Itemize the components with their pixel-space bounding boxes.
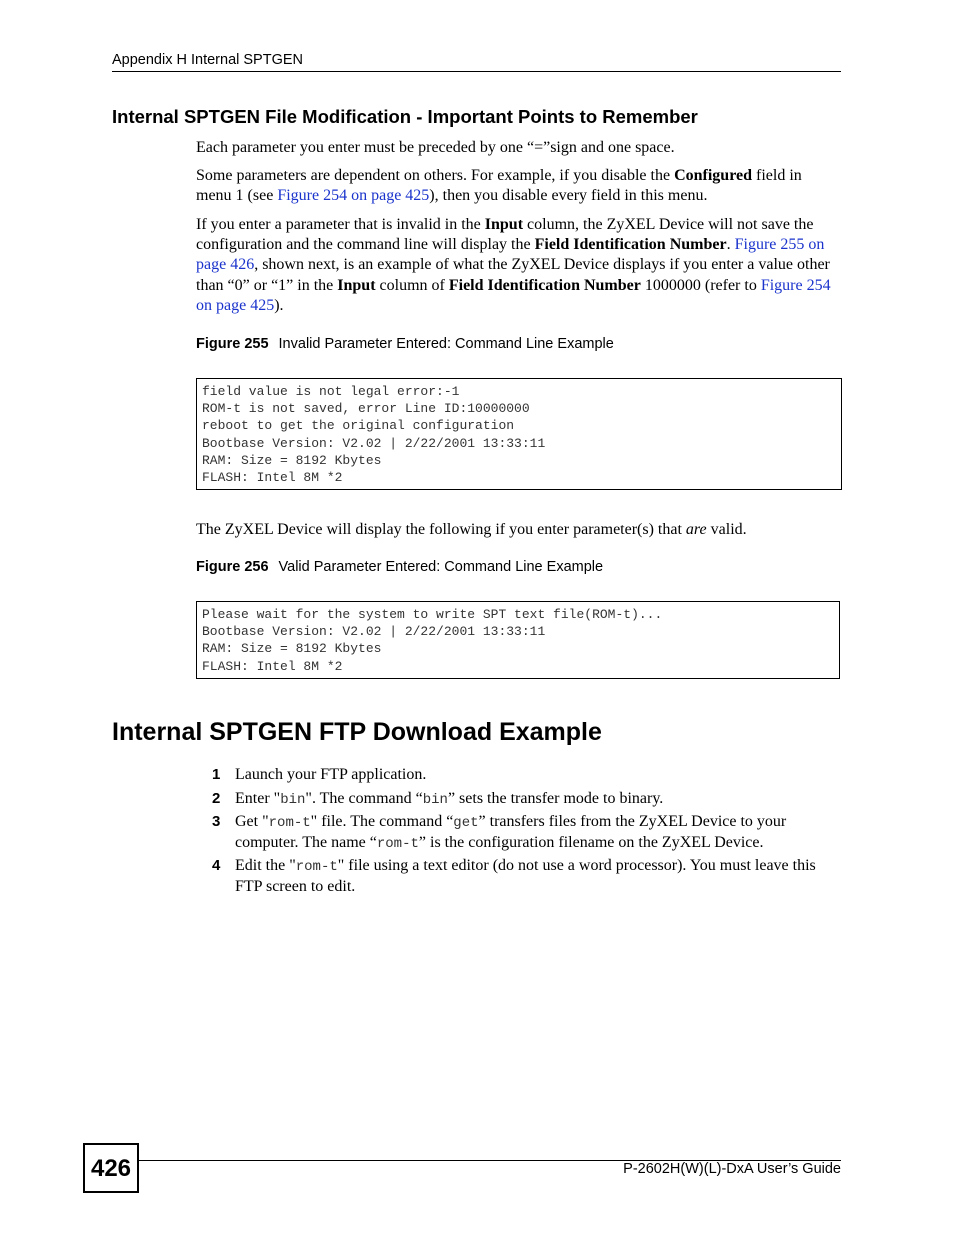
section-heading: Internal SPTGEN File Modification - Important Points to Remember <box>112 106 698 127</box>
code-line: FLASH: Intel 8M *2 <box>202 658 343 674</box>
paragraph-text: column, the ZyXEL Device will not save the configuration and the command line will display the <box>196 216 814 254</box>
paragraph-parameter-prefix <box>196 138 840 158</box>
step-text <box>235 812 842 854</box>
paragraph-text: Each parameter you enter must be preceded by one “=”sign and one space. <box>196 139 675 156</box>
bold-term: Input <box>337 276 376 294</box>
code-line: reboot to get the original configuration <box>202 418 515 434</box>
step-item <box>212 765 842 785</box>
code-line: Please wait for the system to write SPT text file(ROM-t)... <box>202 607 663 622</box>
figure-number: Figure 255 <box>196 336 269 352</box>
paragraph-text: valid. <box>706 521 747 538</box>
step-text-part: ". The command “ <box>305 790 423 807</box>
step-number: 4 <box>212 857 221 874</box>
step-number: 2 <box>212 790 221 807</box>
step-text-part: " file. The command “ <box>310 813 454 830</box>
page-number: 426 <box>83 1143 139 1193</box>
footer-guide-title: P-2602H(W)(L)-DxA User’s Guide <box>623 1161 841 1177</box>
paragraph-invalid-parameter <box>196 215 840 316</box>
step-text <box>235 856 842 897</box>
paragraph-text: , shown next, is an example of what the ZyXEL Device displays if you enter a value other than “0” or “1” in the <box>196 256 830 294</box>
figure-title: Valid Parameter Entered: Command Line Example <box>278 559 604 575</box>
code-line: Bootbase Version: V2.02 | 2/22/2001 13:33:11 <box>202 435 546 451</box>
link-figure-254[interactable]: Figure 254 on page 425 <box>196 276 831 314</box>
step-text-part: " file using a text editor (do not use a word processor). You must leave this FTP screen to edit. <box>235 857 816 896</box>
link-figure-255[interactable]: Figure 255 on page 426 <box>196 236 825 274</box>
bold-term: Field Identification Number <box>448 276 641 294</box>
main-heading: Internal SPTGEN FTP Download Example <box>112 718 602 746</box>
step-text-part: Edit the " <box>235 857 296 874</box>
step-number: 1 <box>212 766 221 783</box>
figure-256-caption <box>196 559 603 575</box>
step-item <box>212 789 842 810</box>
figure-title: Invalid Parameter Entered: Command Line Example <box>278 336 614 352</box>
inline-code: bin <box>280 792 306 808</box>
code-line: RAM: Size = 8192 Kbytes <box>202 641 382 657</box>
paragraph-dependent-parameters <box>196 166 840 206</box>
figure-number: Figure 256 <box>196 559 269 575</box>
inline-code: get <box>453 815 479 831</box>
paragraph-text: 1000000 (refer to <box>640 276 761 294</box>
link-figure-254[interactable]: Figure 254 on page 425 <box>277 187 430 205</box>
bold-term: Field Identification Number <box>534 236 727 254</box>
bold-term: Input <box>484 216 524 233</box>
step-item <box>212 856 842 897</box>
step-text-part: Enter " <box>235 790 281 807</box>
italic-term: are <box>685 521 707 538</box>
inline-code: rom-t <box>295 859 338 875</box>
paragraph-text: Some parameters are dependent on others. For example, if you disable the <box>196 167 675 184</box>
code-block-valid <box>196 601 840 679</box>
code-line: Bootbase Version: V2.02 | 2/22/2001 13:33:11 <box>202 624 546 640</box>
code-line: FLASH: Intel 8M *2 <box>202 470 343 486</box>
step-text-part: Launch your FTP application. <box>235 766 427 783</box>
step-text-part: ” is the configuration filename on the ZyXEL Device. <box>418 834 764 852</box>
code-line: field value is not legal error:-1 <box>202 384 460 399</box>
paragraph-text: If you enter a parameter that is invalid in the <box>196 216 485 233</box>
paragraph-text: field in menu 1 (see <box>196 167 802 205</box>
step-text <box>235 789 842 810</box>
paragraph-text: The ZyXEL Device will display the following if you enter parameter(s) that <box>196 521 686 538</box>
header-rule <box>112 71 841 72</box>
step-text <box>235 765 842 785</box>
step-text-part: ” sets the transfer mode to binary. <box>447 790 664 807</box>
paragraph-text: ), then you disable every field in this menu. <box>429 187 708 205</box>
paragraph-text: . <box>726 236 735 254</box>
inline-code: bin <box>422 792 448 808</box>
step-text-part: ” transfers files from the ZyXEL Device to your computer. The name “ <box>235 813 787 852</box>
figure-255-caption <box>196 336 614 352</box>
code-line: ROM-t is not saved, error Line ID:10000000 <box>202 401 530 417</box>
step-number: 3 <box>212 813 221 830</box>
paragraph-text: column of <box>375 276 449 294</box>
code-block-invalid <box>196 378 842 490</box>
step-text-part: Get " <box>235 813 269 830</box>
inline-code: rom-t <box>268 815 311 831</box>
running-header: Appendix H Internal SPTGEN <box>112 52 304 68</box>
code-line: RAM: Size = 8192 Kbytes <box>202 452 382 468</box>
paragraph-text: ). <box>274 296 284 314</box>
paragraph-valid-parameter <box>196 520 840 540</box>
step-item <box>212 812 842 854</box>
bold-term: Configured <box>674 167 753 184</box>
inline-code: rom-t <box>376 836 419 853</box>
